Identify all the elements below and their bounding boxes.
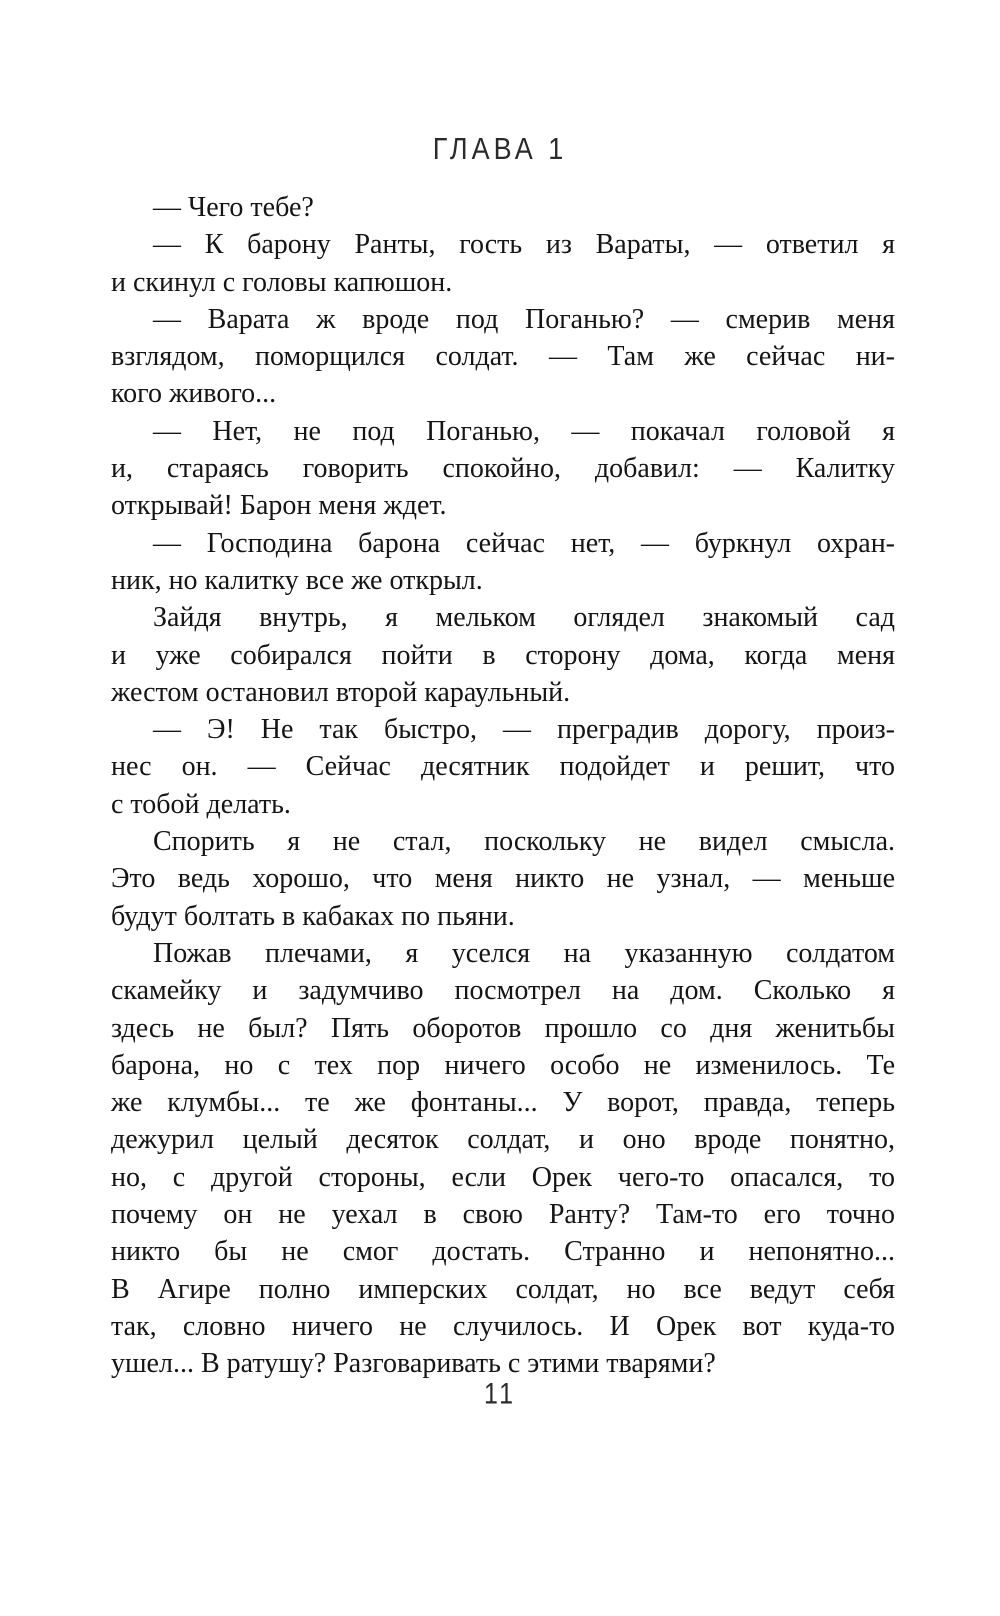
text-line: жестом остановил второй караульный. [111, 676, 571, 708]
text-line: открывай! Барон меня ждет. [111, 490, 447, 522]
text-line: и скинул с головы капюшон. [111, 266, 453, 298]
text-line: Это ведь хорошо, что меня никто не узнал, — меньше [111, 863, 895, 895]
page-number: 11 [484, 1377, 516, 1411]
text-line: так, словно ничего не случилось. И Орек вот куда-то [111, 1310, 895, 1342]
text-line: и уже собирался пойти в сторону дома, когда меня [111, 639, 895, 671]
chapter-title: ГЛАВА 1 [432, 132, 568, 166]
text-line: — Нет, не под Поганью, — покачал головой я [153, 415, 895, 447]
paragraph [111, 711, 895, 823]
text-line: — Чего тебе? [153, 192, 314, 223]
text-line: — Варата ж вроде под Поганью? — смерив меня [153, 303, 895, 335]
paragraph [111, 599, 895, 711]
text-line: здесь не был? Пять оборотов прошло со дня женитьбы [111, 1012, 895, 1044]
text-line: дежурил целый десяток солдат, и оно вроде понятно, [111, 1124, 895, 1156]
text-line: но, с другой стороны, если Орек чего-то опасался, то [111, 1161, 895, 1193]
text-line: ушел... В ратушу? Разговаривать с этими тварями? [111, 1348, 716, 1380]
paragraph [111, 935, 895, 1383]
paragraph [111, 823, 895, 935]
text-line: никто бы не смог достать. Странно и непонятно... [111, 1236, 895, 1268]
paragraph [111, 413, 895, 525]
text-line: В Агире полно имперских солдат, но все ведут себя [111, 1273, 895, 1305]
paragraph [111, 189, 895, 226]
text-line: барона, но с тех пор ничего особо не изменилось. Те [111, 1049, 895, 1081]
text-line: почему он не уехал в свою Ранту? Там-то его точно [111, 1199, 895, 1231]
text-line: взглядом, поморщился солдат. — Там же сейчас ни- [111, 341, 895, 373]
paragraph [111, 301, 895, 413]
text-line: кого живого... [111, 378, 277, 410]
text-line: — Э! Не так быстро, — преградив дорогу, произ- [153, 714, 895, 746]
text-line: и, стараясь говорить спокойно, добавил: — Калитку [111, 453, 895, 485]
paragraph [111, 226, 895, 301]
text-line: будут болтать в кабаках по пьяни. [111, 900, 515, 932]
text-line: же клумбы... те же фонтаны... У ворот, правда, теперь [111, 1087, 895, 1119]
text-line: Пожав плечами, я уселся на указанную солдатом [153, 937, 895, 969]
text-line: Зайдя внутрь, я мельком оглядел знакомый сад [153, 602, 895, 634]
text-body [111, 189, 895, 1383]
text-line: Спорить я не стал, поскольку не видел смысла. [153, 826, 895, 858]
text-line: с тобой делать. [111, 788, 291, 820]
text-line: — К барону Ранты, гость из Вараты, — ответил я [153, 229, 895, 261]
text-line: нес он. — Сейчас десятник подойдет и решит, что [111, 751, 895, 783]
text-line: — Господина барона сейчас нет, — буркнул охран- [153, 527, 895, 559]
text-line: ник, но калитку все же открыл. [111, 564, 483, 596]
paragraph [111, 525, 895, 600]
text-line: скамейку и задумчиво посмотрел на дом. Сколько я [111, 975, 895, 1007]
